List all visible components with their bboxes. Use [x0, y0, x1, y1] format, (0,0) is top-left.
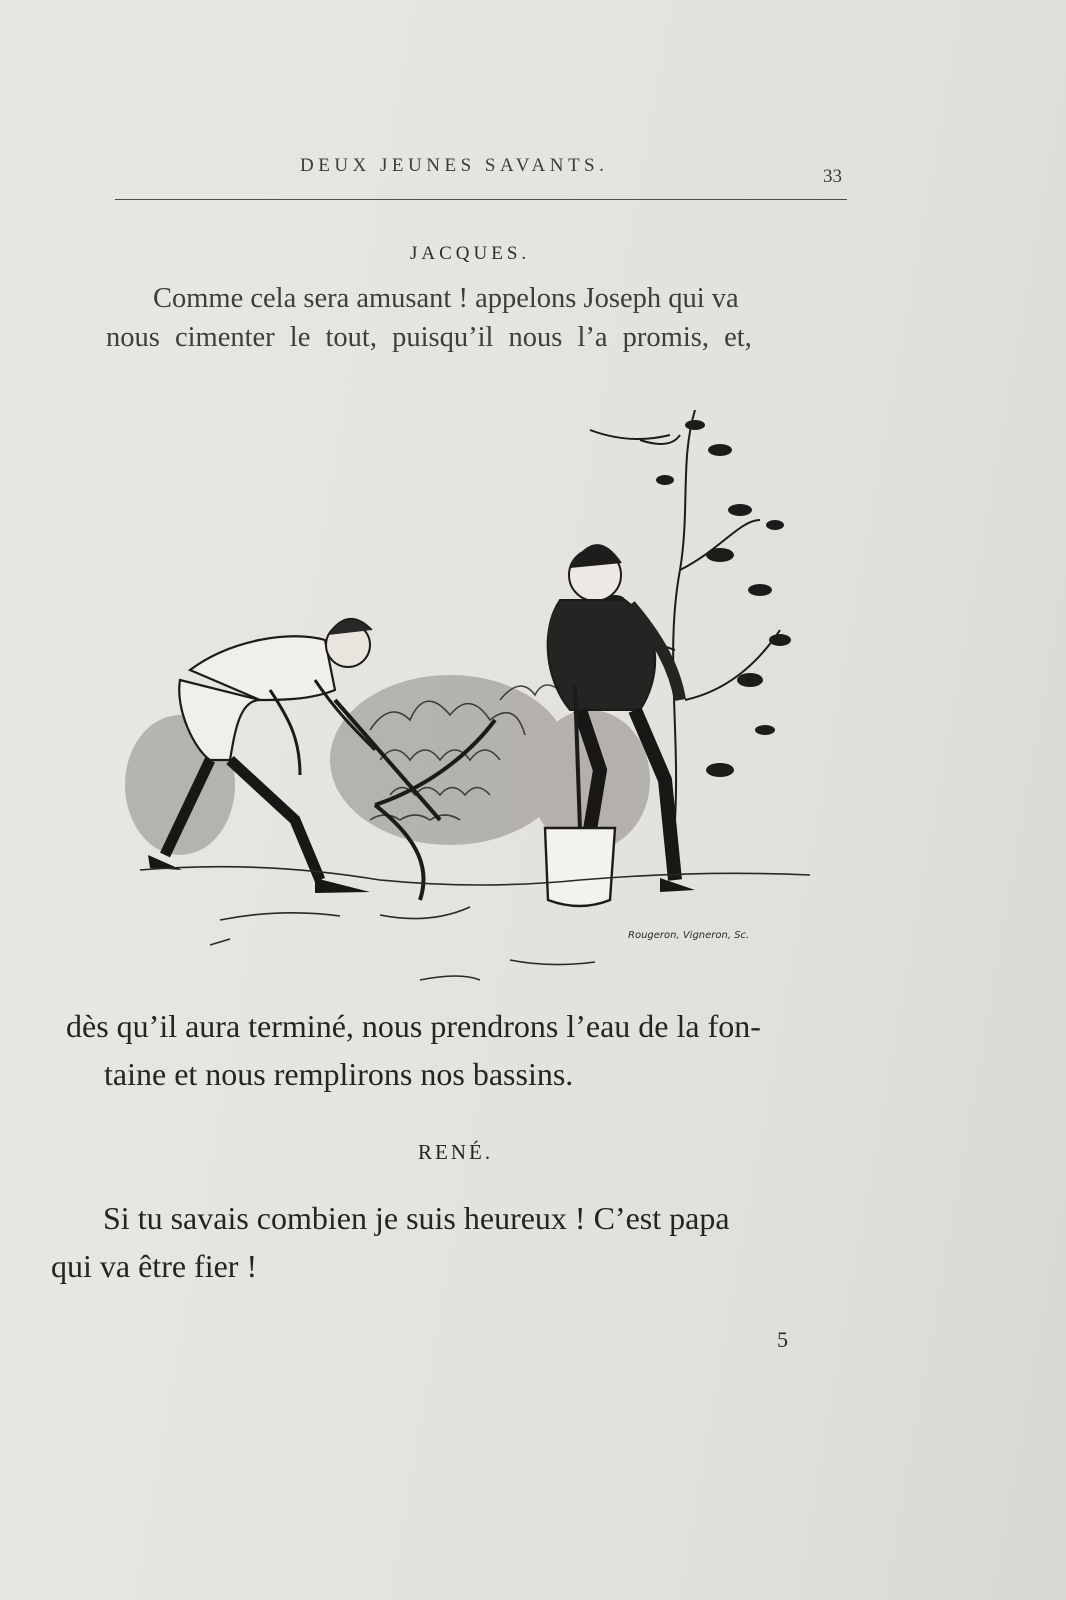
jacques-continuation-2: taine et nous remplirons nos bassins. [104, 1056, 574, 1092]
tree-leaves [605, 420, 791, 777]
rene-line-1: Si tu savais combien je suis heureux ! C’est papa [103, 1200, 730, 1236]
signature-mark: 5 [777, 1327, 788, 1352]
engraver-signature: Rougeron, Vigneron, Sc. [628, 930, 750, 941]
speaker-jacques: JACQUES. [410, 243, 531, 264]
jacques-continuation-1: dès qu’il aura terminé, nous prendrons l’eau de la fon- [66, 1008, 761, 1044]
ground-strokes [140, 867, 810, 980]
rene-line-2: qui va être fier ! [51, 1248, 258, 1284]
jacques-line-2: nous cimenter le tout, puisqu’il nous l’a promis, et, [106, 322, 752, 353]
header-rule [115, 199, 847, 200]
running-head-title: DEUX JEUNES SAVANTS. [300, 155, 609, 176]
engraving-illustration [120, 400, 820, 990]
speaker-rene: RENÉ. [418, 1140, 494, 1164]
jacques-line-1: Comme cela sera amusant ! appelons Joseph qui va [153, 283, 739, 314]
page-number: 33 [823, 166, 842, 187]
